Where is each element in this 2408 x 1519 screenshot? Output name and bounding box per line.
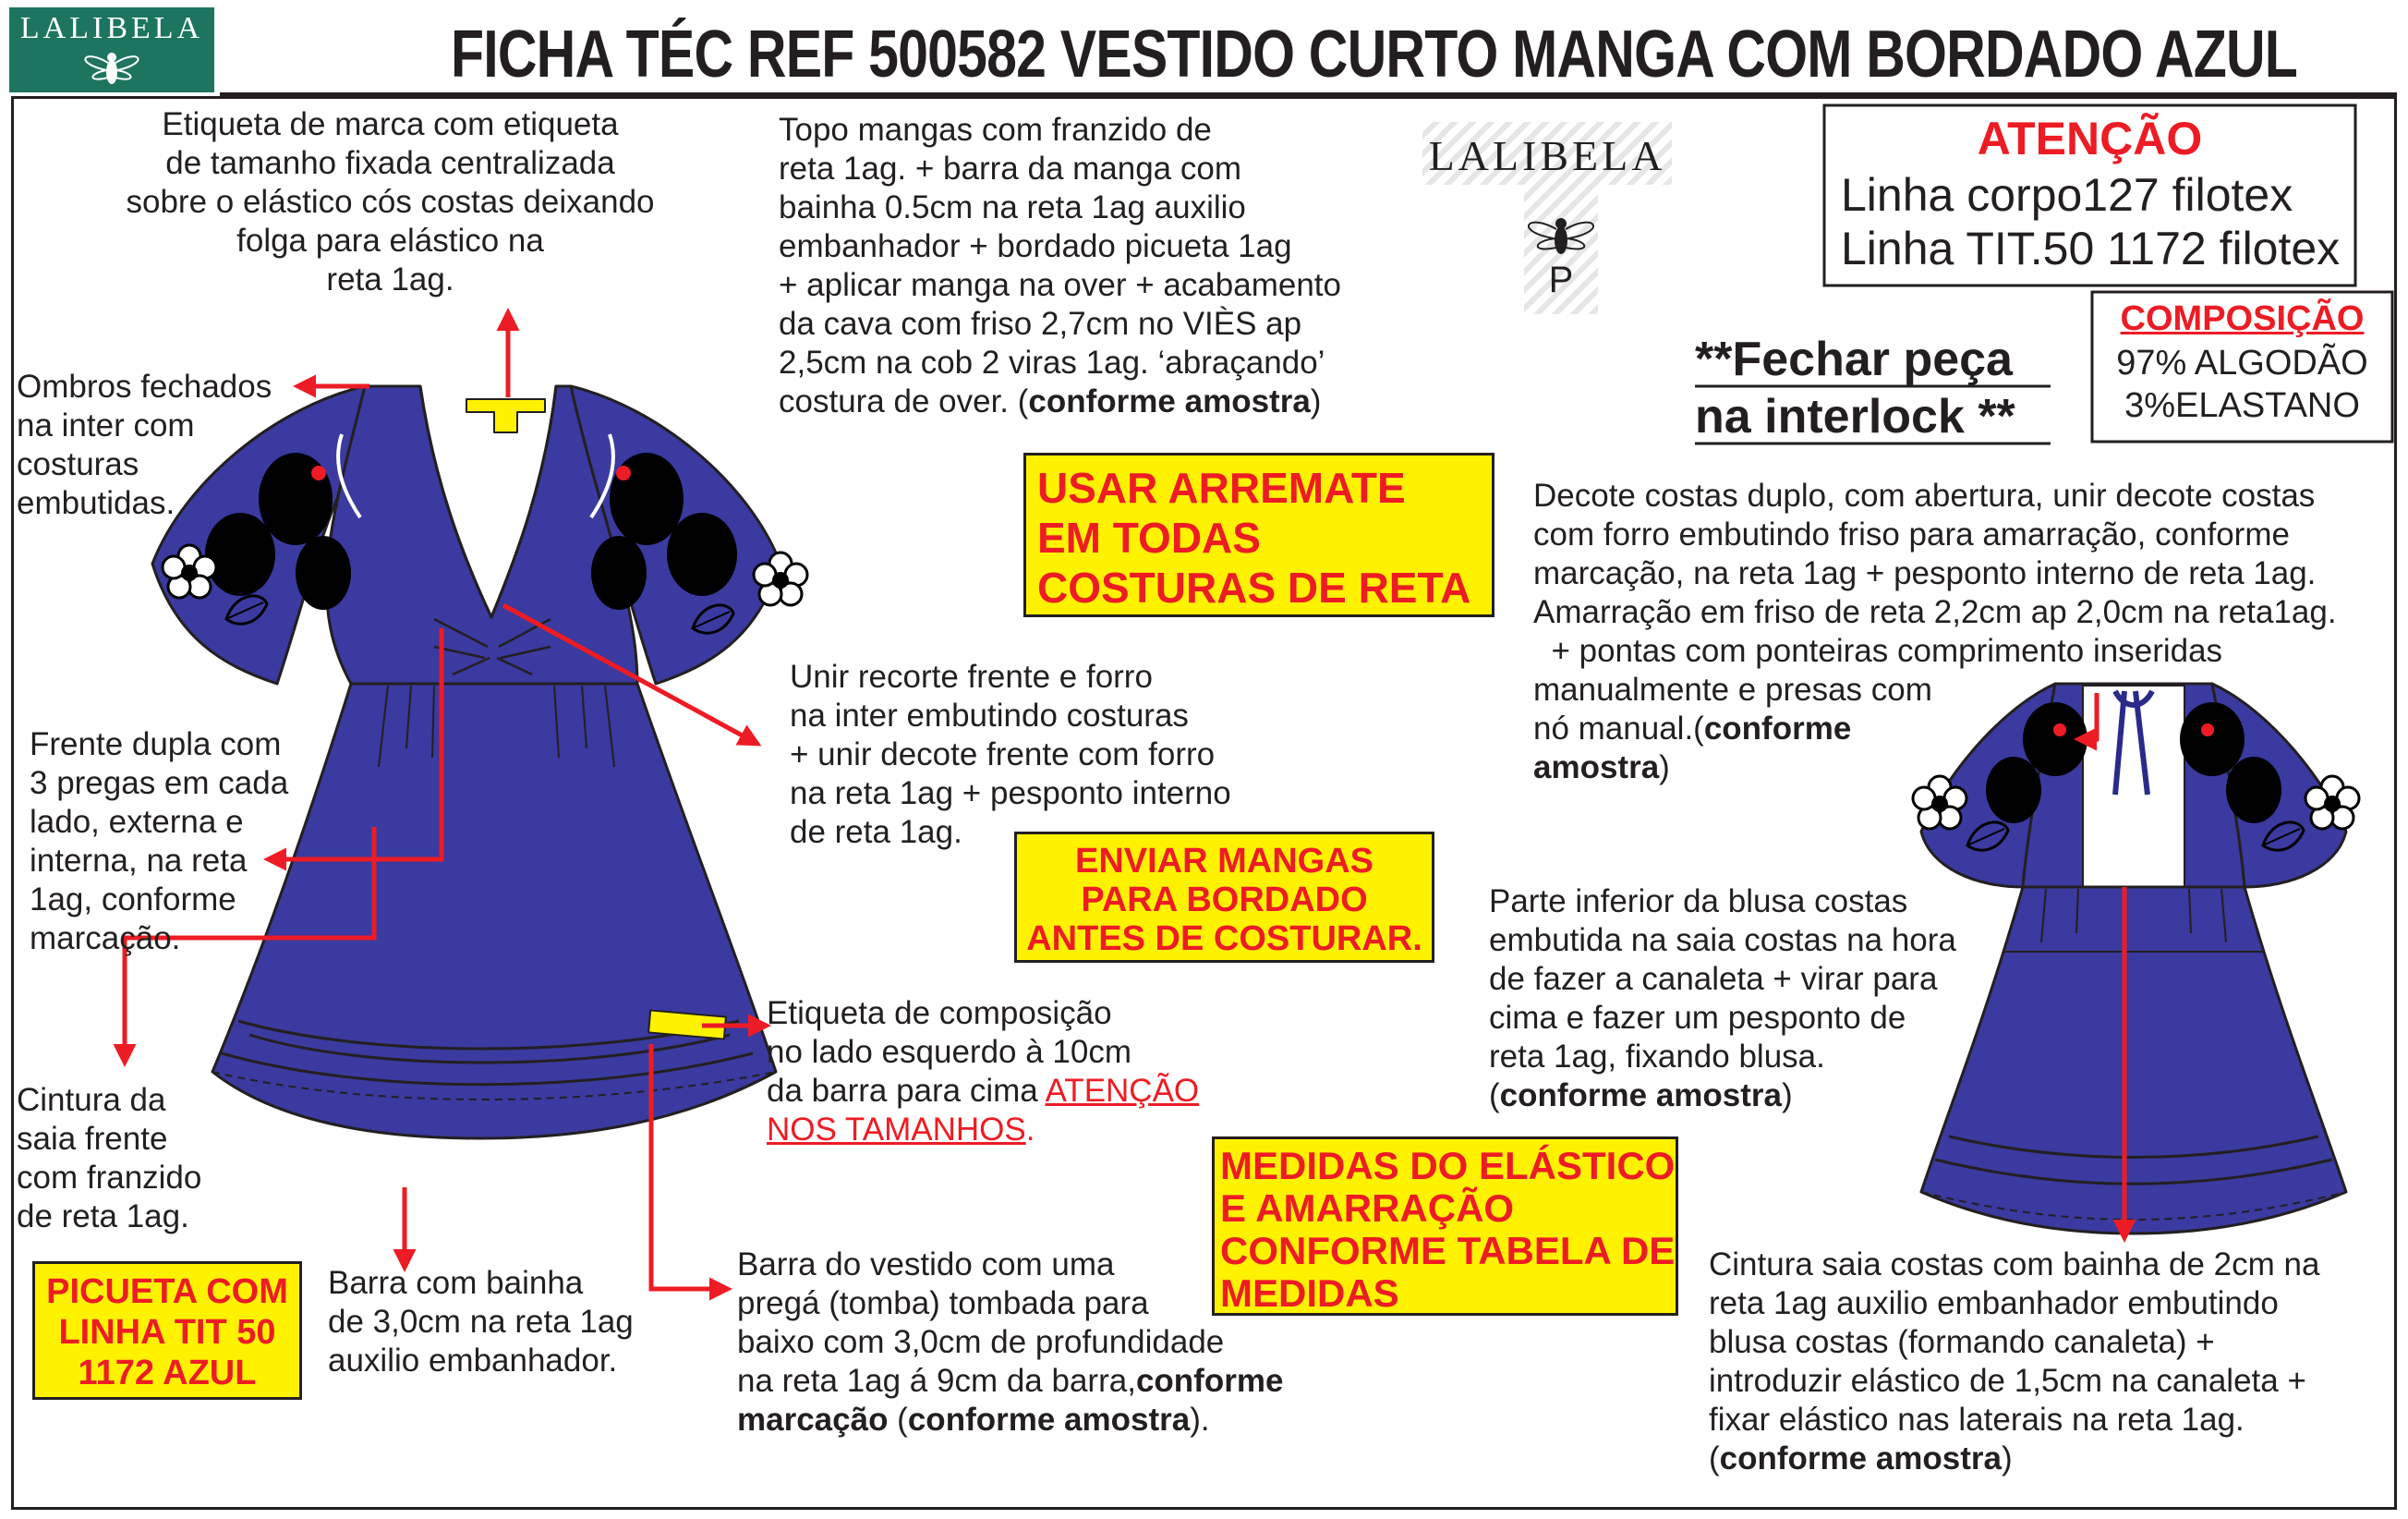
badge-brand-text: LALIBELA: [1428, 132, 1666, 179]
note-composition-label: Etiqueta de composição no lado esquerdo à 10cm da barra para cima ATENÇÃO NOS TAMANHOS.: [767, 995, 1200, 1148]
note-back-neck: Decote costas duplo, com abertura, unir decote costas com forro embutindo friso para amarração, conforme marcação, na reta 1ag + pesponto interno de reta 1ag. Amarração em friso de reta 2,2cm ap 2,0cm na reta1ag. + pontas com ponteiras comprimento inseridas manualmente e presas com nó manual.(conforme amostra): [1533, 478, 2337, 785]
note-hem: Barra com bainha de 3,0cm na reta 1ag auxilio embanhador.: [328, 1265, 634, 1379]
note-shoulders: Ombros fechados na inter com costuras embutidas.: [17, 369, 272, 521]
brand-logo-text: LALIBELA: [19, 11, 204, 45]
interlock-line-2: na interlock **: [1695, 390, 2015, 444]
note-waist-front: Cintura da saia frente com franzido de reta 1ag.: [17, 1082, 202, 1234]
box-mangas: ENVIAR MANGAS PARA BORDADO ANTES DE COSTURAR.: [1014, 832, 1434, 963]
box-medidas: MEDIDAS DO ELÁSTICO E AMARRAÇÃO CONFORME TABELA DE MEDIDAS: [1212, 1136, 1678, 1316]
note-front-double: Frente dupla com 3 pregas em cada lado, externa e interna, na reta 1ag, conforme marcação.: [30, 726, 289, 956]
interlock-line-1: **Fechar peça: [1695, 333, 2013, 386]
composition-title: COMPOSIÇÃO: [2120, 299, 2365, 338]
back-skirt: [1921, 887, 2346, 1233]
attention-line-1: Linha corpo127 filotex: [1841, 169, 2293, 221]
composition-line-1: 97% ALGODÃO: [2116, 344, 2368, 383]
attention-title: ATENÇÃO: [1977, 113, 2203, 164]
page-title: FICHA TÉC REF 500582 VESTIDO CURTO MANGA COM BORDADO AZUL: [451, 18, 2298, 91]
note-dress-hem: Barra do vestido com uma pregá (tomba) tombada para baixo com 3,0cm de profundidade na reta 1ag á 9cm da barra,conforme marcação (conforme amostra).: [737, 1246, 1284, 1438]
attention-line-2: Linha TIT.50 1172 filotex: [1841, 223, 2341, 274]
note-waist-back: Cintura saia costas com bainha de 2cm na reta 1ag auxilio embanhador embutindo blusa costas (formando canaleta) + introduzir elástico de 1,5cm na canaleta + fixar elástico nas laterais na reta 1ag. (conforme amostra): [1709, 1246, 2320, 1476]
note-front-seam: Unir recorte frente e forro na inter embutindo costuras + unir decote frente com forro na reta 1ag + pesponto interno de reta 1ag.: [790, 659, 1231, 850]
note-back-blouse: Parte inferior da blusa costas embutida na saia costas na hora de fazer a canaleta + virar para cima e fazer um pesponto de reta 1ag, fixando blusa. (conforme amostra): [1489, 883, 1956, 1113]
composition-line-2: 3%ELASTANO: [2124, 386, 2360, 425]
note-sleeves: Topo mangas com franzido de reta 1ag. + barra da manga com bainha 0.5cm na reta 1ag auxilio embanhador + bordado picueta 1ag + aplicar manga na over + acabamento da cava com friso 2,7cm no VIÈS ap 2,5cm na cob 2 viras 1ag. ‘abraçando’ costura de over. (conforme amostra): [779, 112, 1341, 419]
box-picueta: PICUETA COM LINHA TIT 50 1172 AZUL: [32, 1261, 302, 1400]
box-arremate: USAR ARREMATE EM TODAS COSTURAS DE RETA: [1023, 453, 1494, 617]
note-brand-label: Etiqueta de marca com etiqueta de tamanho fixada centralizada sobre o elástico cós costas deixando folga para elástico na reta 1ag.: [126, 106, 655, 298]
brand-label-marker: [466, 399, 545, 432]
badge-size-letter: P: [1548, 260, 1574, 300]
